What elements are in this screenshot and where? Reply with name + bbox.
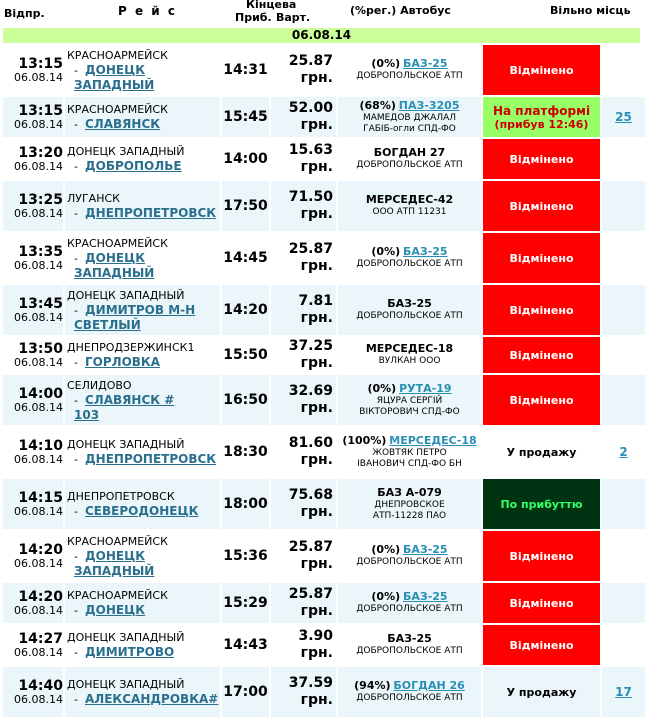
- departure-date: 06.08.14: [14, 603, 63, 617]
- price-cell: [271, 337, 336, 373]
- col-bus: (%рег.) Автобус: [350, 4, 451, 17]
- departure-time: 13:25: [18, 191, 63, 208]
- destination-link[interactable]: СВЕТЛЫЙ: [74, 317, 141, 332]
- table-row: [3, 233, 645, 283]
- price-currency: грн.: [300, 504, 333, 520]
- departure-cell: [3, 97, 63, 137]
- price-cell: [271, 583, 336, 623]
- status-cell: [483, 233, 600, 283]
- route-origin: ДНЕПРОПЕТРОВСК: [67, 490, 175, 503]
- price-currency: грн.: [300, 556, 333, 572]
- occupancy-percent: (0%): [371, 590, 401, 603]
- bus-owner: ДОБРОПОЛЬСКОЕ АТП: [356, 160, 463, 170]
- departure-time: 13:20: [18, 144, 63, 161]
- free-seats-link[interactable]: 17: [615, 685, 632, 699]
- destination-link[interactable]: ГОРЛОВКА: [84, 355, 161, 369]
- status-badge: Відмінено: [509, 549, 574, 563]
- free-seats-cell: [602, 625, 645, 665]
- price-value: 15.63: [288, 142, 333, 158]
- departure-cell: [3, 583, 63, 623]
- table-row: [3, 625, 645, 665]
- arrival-time: 18:30: [222, 427, 269, 477]
- route-origin: ДОНЕЦК ЗАПАДНЫЙ: [67, 631, 185, 644]
- price-cell: [271, 139, 336, 179]
- price-value: 7.81: [298, 293, 333, 309]
- destination-link[interactable]: ЗАПАДНЫЙ: [74, 563, 155, 578]
- free-seats-cell: [602, 97, 645, 137]
- price-currency: грн.: [300, 645, 333, 661]
- price-currency: грн.: [300, 603, 333, 619]
- status-cell: [483, 667, 600, 717]
- bus-owner: ГАБІБ-огли СПД-ФО: [363, 123, 456, 134]
- table-row: [3, 531, 645, 581]
- departure-date: 06.08.14: [14, 159, 63, 173]
- status-cell: [483, 583, 600, 623]
- free-seats-cell: [602, 583, 645, 623]
- route-origin: КРАСНОАРМЕЙСК: [67, 589, 168, 602]
- status-badge: Відмінено: [509, 152, 574, 166]
- status-cell: [483, 427, 600, 477]
- occupancy-percent: (100%): [342, 433, 387, 447]
- status-badge: Відмінено: [509, 393, 574, 407]
- departure-cell: [3, 181, 63, 231]
- route-cell: КРАСНОАРМЕЙСК - ДОНЕЦК ЗАПАДНЫЙ: [65, 45, 220, 95]
- table-row: [3, 45, 645, 95]
- bus-model-link[interactable]: МЕРСЕДЕС-18: [389, 433, 477, 447]
- price-value: 37.59: [288, 675, 333, 691]
- destination-link[interactable]: СЕВЕРОДОНЕЦК: [84, 504, 199, 518]
- bus-owner: ЯЦУРА СЕРГІЙ: [376, 395, 443, 406]
- price-currency: грн.: [300, 452, 333, 468]
- bus-cell: [338, 233, 481, 283]
- arrival-time: 18:00: [222, 479, 269, 529]
- bus-owner: ДОБРОПОЛЬСКОЕ АТП: [356, 604, 463, 614]
- bus-cell: [338, 479, 481, 529]
- status-cell: [483, 375, 600, 425]
- status-cell: [483, 285, 600, 335]
- destination-link[interactable]: СЛАВЯНСК #: [84, 392, 175, 407]
- bus-owner: ДОБРОПОЛЬСКОЕ АТП: [356, 693, 463, 703]
- departure-time: 13:50: [18, 340, 63, 357]
- free-seats-cell: [602, 375, 645, 425]
- occupancy-percent: (0%): [371, 57, 401, 70]
- table-row: [3, 181, 645, 231]
- bus-cell: [338, 181, 481, 231]
- price-cell: [271, 479, 336, 529]
- bus-model: БОГДАН 27: [373, 146, 446, 159]
- departure-cell: [3, 139, 63, 179]
- departure-date: 06.08.14: [14, 206, 63, 220]
- price-currency: грн.: [300, 355, 333, 371]
- route-origin: ЛУГАНСК: [67, 192, 120, 205]
- route-cell: ДНЕПРОДЗЕРЖИНСК1 - ГОРЛОВКА: [65, 337, 220, 373]
- bus-cell: [338, 97, 481, 137]
- departure-date: 06.08.14: [14, 400, 63, 414]
- departure-cell: [3, 375, 63, 425]
- arrival-time: 16:50: [222, 375, 269, 425]
- price-value: 3.90: [298, 628, 333, 644]
- bus-model: БАЗ-25: [387, 632, 432, 645]
- price-currency: грн.: [300, 400, 333, 416]
- free-seats-cell: [602, 139, 645, 179]
- status-badge: Відмінено: [509, 303, 574, 317]
- destination-link[interactable]: ДНЕПРОПЕТРОВСК: [84, 206, 217, 220]
- bus-owner: ЖОВТЯК ПЕТРО: [372, 447, 447, 458]
- destination-link[interactable]: 103: [74, 407, 100, 422]
- arrival-time: 15:29: [222, 583, 269, 623]
- bus-cell: [338, 285, 481, 335]
- status-cell: [483, 479, 600, 529]
- table-row: [3, 337, 645, 373]
- route-cell: ДНЕПРОПЕТРОВСК - СЕВЕРОДОНЕЦК: [65, 479, 220, 529]
- arrival-time: 14:00: [222, 139, 269, 179]
- status-cell: [483, 45, 600, 95]
- route-origin: КРАСНОАРМЕЙСК: [67, 103, 168, 116]
- route-cell: ЛУГАНСК - ДНЕПРОПЕТРОВСК: [65, 181, 220, 231]
- free-seats-link[interactable]: 25: [615, 110, 632, 124]
- table-row: [3, 479, 645, 529]
- free-seats-cell: [602, 233, 645, 283]
- bus-cell: [338, 337, 481, 373]
- bus-model-link[interactable]: БАЗ-25: [403, 245, 448, 258]
- departure-date: 06.08.14: [14, 645, 63, 659]
- bus-owner: ДОБРОПОЛЬСКОЕ АТП: [356, 259, 463, 269]
- status-badge: На платформі: [492, 103, 591, 118]
- arrival-time: 15:45: [222, 97, 269, 137]
- departure-date: 06.08.14: [14, 355, 63, 369]
- departure-time: 14:15: [18, 489, 63, 506]
- route-cell: ДОНЕЦК ЗАПАДНЫЙ - ДНЕПРОПЕТРОВСК: [65, 427, 220, 477]
- bus-cell: [338, 45, 481, 95]
- arrival-time: 14:45: [222, 233, 269, 283]
- departure-time: 14:20: [18, 588, 63, 605]
- date-bar: 06.08.14: [3, 28, 640, 43]
- status-badge: Відмінено: [509, 596, 574, 610]
- departure-date: 06.08.14: [14, 452, 63, 466]
- price-cell: [271, 181, 336, 231]
- route-origin: ДОНЕЦК ЗАПАДНЫЙ: [67, 438, 185, 451]
- destination-link[interactable]: ЗАПАДНЫЙ: [74, 265, 155, 280]
- bus-owner: ДОБРОПОЛЬСКОЕ АТП: [356, 311, 463, 321]
- status-badge: Відмінено: [509, 199, 574, 213]
- departure-cell: [3, 479, 63, 529]
- bus-owner: ДНЕПРОВСКОЕ: [374, 499, 445, 510]
- free-seats-cell: [602, 285, 645, 335]
- status-badge: У продажу: [506, 685, 577, 699]
- destination-link[interactable]: ДОНЕЦК: [84, 250, 146, 265]
- price-cell: [271, 625, 336, 665]
- table-row: [3, 427, 645, 477]
- arrival-time: 14:31: [222, 45, 269, 95]
- col-price: Варт.: [276, 11, 311, 24]
- destination-link[interactable]: АЛЕКСАНДРОВКА#: [84, 692, 219, 706]
- status-subtext: (прибув 12:46): [494, 117, 589, 131]
- bus-cell: [338, 427, 481, 477]
- bus-owner: МАМЕДОВ ДЖАЛАЛ: [362, 112, 457, 123]
- route-cell: КРАСНОАРМЕЙСК - СЛАВЯНСК: [65, 97, 220, 137]
- departure-time: 13:15: [18, 102, 63, 119]
- status-badge: Відмінено: [509, 638, 574, 652]
- destination-link[interactable]: ДОНЕЦК: [84, 548, 146, 563]
- bus-owner: ДОБРОПОЛЬСКОЕ АТП: [356, 71, 463, 81]
- price-cell: [271, 285, 336, 335]
- price-currency: грн.: [300, 206, 333, 222]
- price-cell: [271, 531, 336, 581]
- departure-cell: [3, 531, 63, 581]
- price-currency: грн.: [300, 258, 333, 274]
- arrival-time: 17:50: [222, 181, 269, 231]
- bus-owner: ДОБРОПОЛЬСКОЕ АТП: [356, 646, 463, 656]
- bus-owner: ООО АТП 11231: [372, 207, 447, 217]
- table-row: [3, 583, 645, 623]
- price-value: 25.87: [288, 53, 333, 69]
- price-value: 75.68: [288, 487, 333, 503]
- arrival-time: 17:00: [222, 667, 269, 717]
- free-seats-link[interactable]: 2: [619, 445, 628, 459]
- bus-cell: [338, 375, 481, 425]
- price-value: 25.87: [288, 241, 333, 257]
- destination-link[interactable]: ДНЕПРОПЕТРОВСК: [84, 452, 217, 466]
- departure-cell: [3, 667, 63, 717]
- bus-model: МЕРСЕДЕС-18: [365, 342, 454, 355]
- departure-date: 06.08.14: [14, 556, 63, 570]
- col-route: Р е й с: [118, 4, 177, 18]
- bus-owner: АТП-11228 ПАО: [372, 510, 447, 521]
- col-departure: Відпр.: [4, 7, 45, 20]
- route-cell: ДОНЕЦК ЗАПАДНЫЙ - ДИМИТРОВ М-Н СВЕТЛЫЙ: [65, 285, 220, 335]
- status-badge: По прибуттю: [500, 497, 583, 511]
- free-seats-cell: [602, 45, 645, 95]
- destination-link[interactable]: ДИМИТРОВ М-Н: [84, 302, 196, 317]
- departure-date: 06.08.14: [14, 117, 63, 131]
- price-value: 71.50: [288, 189, 333, 205]
- departure-cell: [3, 233, 63, 283]
- arrival-time: 14:20: [222, 285, 269, 335]
- free-seats-cell: [602, 337, 645, 373]
- route-origin: СЕЛИДОВО: [67, 378, 132, 392]
- departure-time: 14:10: [18, 437, 63, 454]
- status-cell: [483, 139, 600, 179]
- bus-model-link[interactable]: БОГДАН 26: [393, 679, 465, 692]
- bus-cell: [338, 667, 481, 717]
- status-badge: Відмінено: [509, 63, 574, 77]
- departure-time: 14:27: [18, 630, 63, 647]
- bus-model-link[interactable]: РУТА-19: [399, 381, 452, 395]
- table-row: [3, 97, 645, 137]
- table-row: [3, 667, 645, 717]
- free-seats-cell: [602, 667, 645, 717]
- departure-time: 13:15: [18, 55, 63, 72]
- table-header: [0, 0, 656, 28]
- arrival-time: 15:36: [222, 531, 269, 581]
- price-cell: [271, 375, 336, 425]
- departure-cell: [3, 337, 63, 373]
- departure-time: 14:40: [18, 677, 63, 694]
- destination-link[interactable]: СЛАВЯНСК: [84, 117, 161, 131]
- free-seats-cell: [602, 531, 645, 581]
- price-value: 25.87: [288, 586, 333, 602]
- departure-cell: [3, 285, 63, 335]
- route-cell: КРАСНОАРМЕЙСК - ДОНЕЦК ЗАПАДНЫЙ: [65, 531, 220, 581]
- departure-date: 06.08.14: [14, 258, 63, 272]
- route-origin: КРАСНОАРМЕЙСК: [67, 48, 168, 62]
- bus-model: МЕРСЕДЕС-42: [365, 193, 454, 206]
- route-origin: ДОНЕЦК ЗАПАДНЫЙ: [67, 145, 185, 158]
- bus-owner: ВУЛКАН ООО: [378, 356, 441, 366]
- status-cell: [483, 337, 600, 373]
- col-final: Кінцева: [246, 0, 297, 11]
- departure-cell: [3, 625, 63, 665]
- price-value: 52.00: [288, 100, 333, 116]
- route-origin: ДОНЕЦК ЗАПАДНЫЙ: [67, 678, 185, 691]
- price-value: 81.60: [288, 435, 333, 451]
- price-currency: грн.: [300, 310, 333, 326]
- bus-cell: [338, 531, 481, 581]
- arrival-time: 15:50: [222, 337, 269, 373]
- destination-link[interactable]: ЗАПАДНЫЙ: [74, 77, 155, 92]
- bus-owner: ВІКТОРОВИЧ СПД-ФО: [359, 406, 460, 417]
- route-origin: КРАСНОАРМЕЙСК: [67, 236, 168, 250]
- occupancy-percent: (0%): [371, 245, 401, 258]
- col-seats: Вільно місць: [550, 4, 631, 17]
- departure-date: 06.08.14: [14, 692, 63, 706]
- bus-cell: [338, 139, 481, 179]
- status-badge: У продажу: [506, 445, 577, 459]
- departure-cell: [3, 427, 63, 477]
- destination-link[interactable]: ДОНЕЦК: [84, 62, 146, 77]
- bus-model-link[interactable]: БАЗ-25: [403, 590, 448, 603]
- free-seats-cell: [602, 427, 645, 477]
- price-cell: [271, 45, 336, 95]
- occupancy-percent: (0%): [371, 543, 401, 556]
- departure-time: 14:00: [18, 385, 63, 402]
- route-cell: ДОНЕЦК ЗАПАДНЫЙ - ДОБРОПОЛЬЕ: [65, 139, 220, 179]
- route-cell: КРАСНОАРМЕЙСК - ДОНЕЦК ЗАПАДНЫЙ: [65, 233, 220, 283]
- status-cell: [483, 625, 600, 665]
- price-currency: грн.: [300, 159, 333, 175]
- bus-cell: [338, 625, 481, 665]
- departure-time: 13:45: [18, 295, 63, 312]
- col-arrival: Приб.: [235, 11, 272, 24]
- price-currency: грн.: [300, 117, 333, 133]
- price-value: 37.25: [288, 338, 333, 354]
- status-cell: [483, 531, 600, 581]
- status-cell: [483, 97, 600, 137]
- status-badge: Відмінено: [509, 348, 574, 362]
- departure-time: 13:35: [18, 243, 63, 260]
- route-origin: ДОНЕЦК ЗАПАДНЫЙ: [67, 288, 185, 302]
- table-row: [3, 139, 645, 179]
- price-value: 32.69: [288, 383, 333, 399]
- status-badge: Відмінено: [509, 251, 574, 265]
- table-row: [3, 285, 645, 335]
- price-cell: [271, 97, 336, 137]
- route-origin: КРАСНОАРМЕЙСК: [67, 534, 168, 548]
- departure-date: 06.08.14: [14, 504, 63, 518]
- bus-model-link[interactable]: ПАЗ-3205: [398, 98, 460, 112]
- destination-link[interactable]: ДОНЕЦК: [84, 603, 146, 617]
- free-seats-cell: [602, 479, 645, 529]
- route-cell: ДОНЕЦК ЗАПАДНЫЙ - АЛЕКСАНДРОВКА#: [65, 667, 220, 717]
- destination-link[interactable]: ДОБРОПОЛЬЕ: [84, 159, 182, 173]
- bus-model-link[interactable]: БАЗ-25: [403, 57, 448, 70]
- bus-model: БАЗ А-079: [377, 485, 442, 499]
- departure-cell: [3, 45, 63, 95]
- bus-owner: ІВАНОВИЧ СПД-ФО БН: [357, 458, 462, 469]
- departure-time: 14:20: [18, 541, 63, 558]
- destination-link[interactable]: ДИМИТРОВО: [84, 645, 175, 659]
- route-cell: СЕЛИДОВО - СЛАВЯНСК # 103: [65, 375, 220, 425]
- price-cell: [271, 427, 336, 477]
- free-seats-cell: [602, 181, 645, 231]
- route-origin: ДНЕПРОДЗЕРЖИНСК1: [67, 341, 195, 354]
- price-currency: грн.: [300, 70, 333, 86]
- price-cell: [271, 667, 336, 717]
- bus-model-link[interactable]: БАЗ-25: [403, 543, 448, 556]
- bus-cell: [338, 583, 481, 623]
- price-value: 25.87: [288, 539, 333, 555]
- departure-date: 06.08.14: [14, 310, 63, 324]
- price-currency: грн.: [300, 692, 333, 708]
- bus-owner: ДОБРОПОЛЬСКОЕ АТП: [356, 557, 463, 567]
- departure-date: 06.08.14: [14, 70, 63, 84]
- schedule-table: [1, 43, 647, 719]
- bus-model: БАЗ-25: [387, 297, 432, 310]
- route-cell: КРАСНОАРМЕЙСК - ДОНЕЦК: [65, 583, 220, 623]
- table-row: [3, 375, 645, 425]
- status-cell: [483, 181, 600, 231]
- route-cell: ДОНЕЦК ЗАПАДНЫЙ - ДИМИТРОВО: [65, 625, 220, 665]
- occupancy-percent: (0%): [367, 381, 397, 395]
- occupancy-percent: (68%): [359, 98, 396, 112]
- arrival-time: 14:43: [222, 625, 269, 665]
- price-cell: [271, 233, 336, 283]
- occupancy-percent: (94%): [354, 679, 391, 692]
